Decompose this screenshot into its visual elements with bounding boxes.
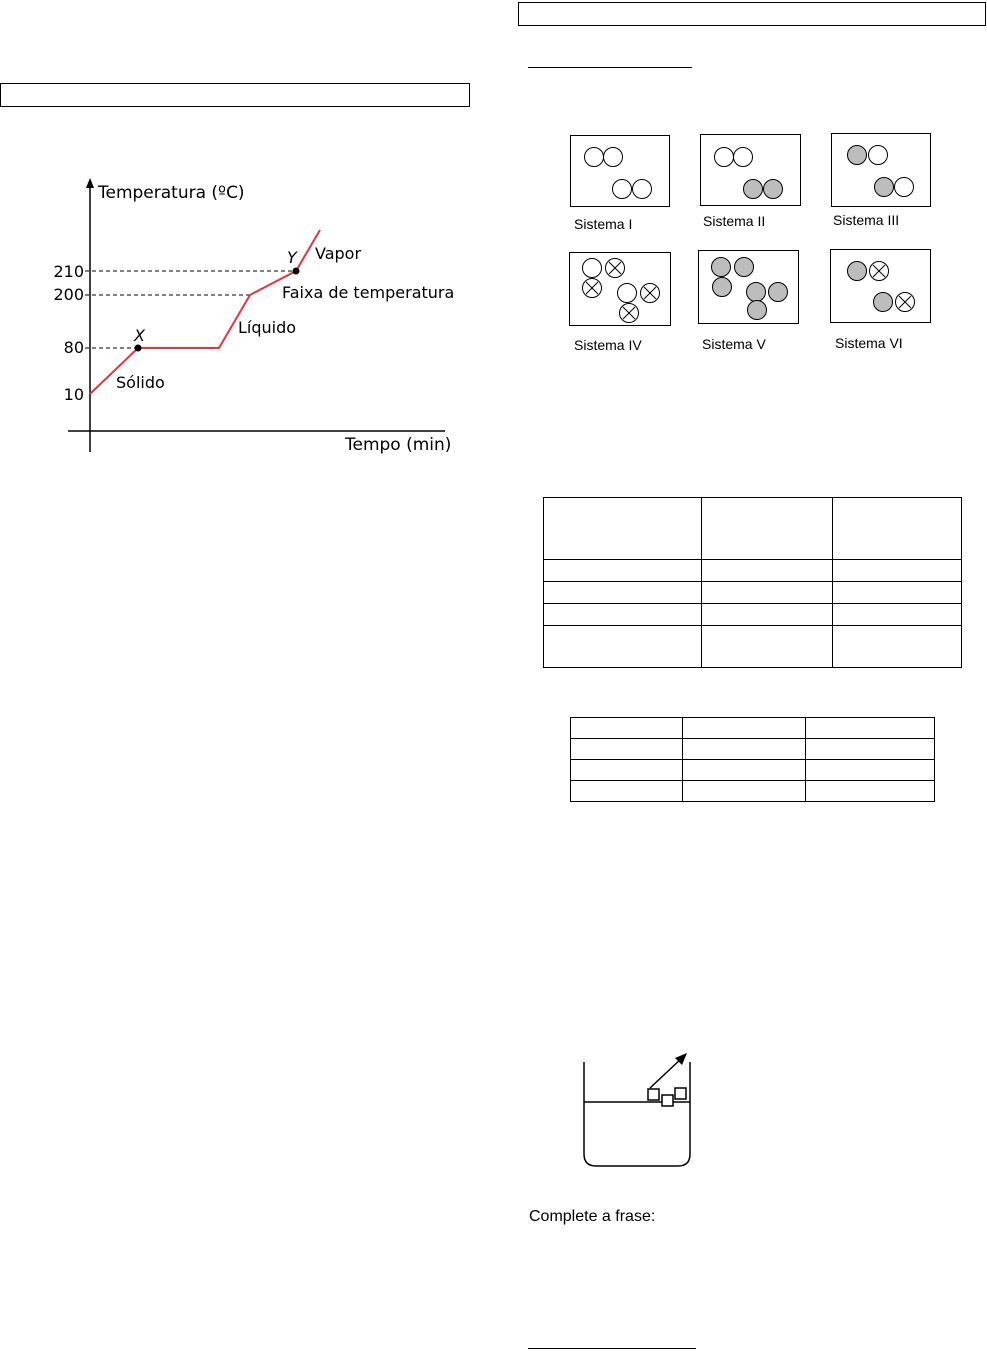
point-x-label: X [134, 326, 145, 345]
annotation-vapor: Vapor [315, 244, 362, 263]
y-tick-label-80: 80 [63, 338, 84, 357]
system-box-4 [569, 252, 671, 326]
point-y [293, 268, 300, 275]
annotation-solido: Sólido [116, 373, 165, 392]
left-header-bar [0, 83, 470, 107]
heating-curve-chart [40, 160, 470, 470]
system-label-6: Sistema VI [835, 335, 903, 351]
heating-curve-line [90, 230, 320, 394]
table-row [544, 498, 962, 560]
annotation-faixa: Faixa de temperatura [282, 283, 455, 302]
system-box-5 [698, 250, 799, 324]
table-row [544, 604, 962, 626]
y-tick-label-200: 200 [53, 285, 84, 304]
complete-phrase-prompt: Complete a frase: [529, 1208, 656, 1225]
system-label-3: Sistema III [833, 212, 900, 228]
system-box-6 [830, 249, 931, 323]
particle-square [662, 1095, 673, 1106]
system-box-2 [700, 134, 801, 206]
y-axis-label: Temperatura (ºC) [98, 183, 245, 203]
point-y-label: Y [287, 248, 297, 267]
system-box-3 [831, 133, 931, 207]
empty-table-1 [543, 497, 962, 668]
system-label-2: Sistema II [703, 213, 766, 229]
table-row [544, 560, 962, 582]
y-tick-label-210: 210 [53, 262, 84, 281]
empty-table-2 [570, 717, 935, 802]
blank-line-bottom [528, 1348, 696, 1349]
annotation-liquido: Líquido [238, 318, 297, 337]
table-row [571, 760, 935, 781]
table-row [544, 582, 962, 604]
point-x [135, 345, 142, 352]
y-tick-label-10: 10 [63, 385, 84, 404]
table-row [571, 781, 935, 802]
particle-square [675, 1088, 686, 1099]
system-label-1: Sistema I [574, 216, 633, 232]
particle-square [648, 1089, 659, 1100]
blank-line-top [528, 67, 692, 68]
system-label-5: Sistema V [702, 336, 766, 352]
table-row [571, 718, 935, 739]
y-axis-arrow [86, 178, 94, 188]
arrow-line [650, 1058, 682, 1088]
beaker-evaporation-diagram [578, 1050, 698, 1170]
x-axis-label: Tempo (min) [345, 435, 452, 455]
system-label-4: Sistema IV [574, 337, 642, 353]
table-row [544, 626, 962, 668]
system-box-1 [570, 135, 670, 207]
beaker-outline [584, 1062, 690, 1166]
right-header-bar [518, 2, 986, 26]
table-row [571, 739, 935, 760]
